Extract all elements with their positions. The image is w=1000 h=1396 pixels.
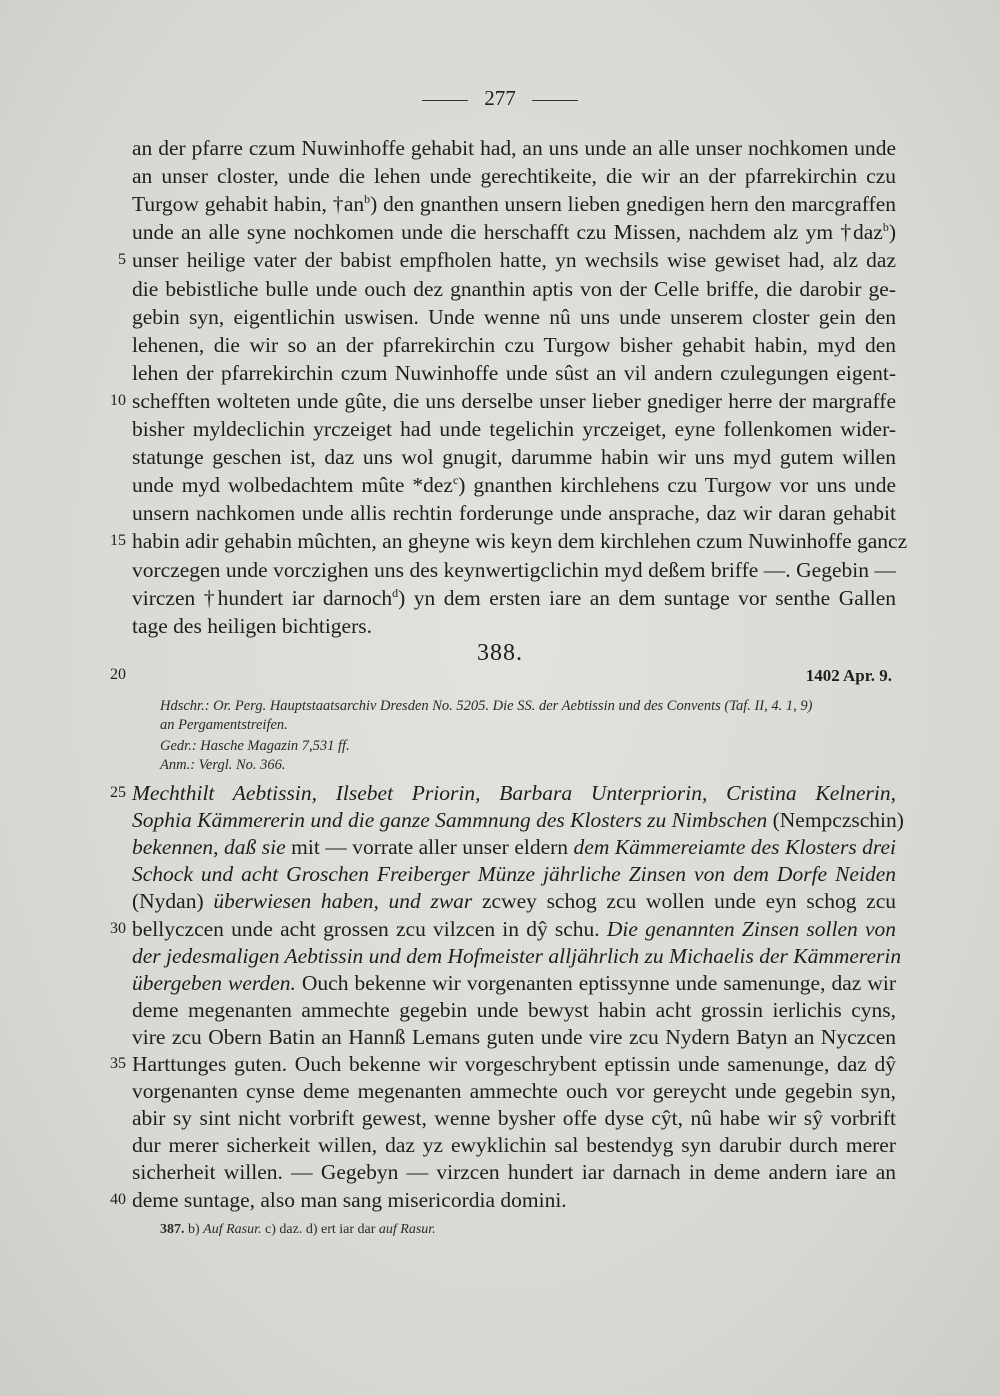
text-line — [132, 470, 896, 500]
text-run: Sophia Kämmererin und die ganze Sammnung des Klosters zu Nimbschen — [132, 808, 768, 833]
text-run: ) — [888, 220, 896, 245]
text-line — [132, 1103, 896, 1133]
text-line — [132, 1157, 896, 1187]
text-run: Ouch bekenne wir vorgenanten eptissynne unde samenunge, daz wir — [295, 970, 896, 995]
text-run: abir sy sint nicht vorbrift gewest, wenne bysher offe dyse cŷt, nû habe wir sŷ vorbrift — [132, 1106, 896, 1131]
text-run: virczen †hundert iar darnoch — [132, 585, 393, 610]
footnote-marker: c — [452, 473, 459, 488]
printed-source: Gedr.: Hasche Magazin 7,531 ff. — [160, 738, 350, 754]
text-run: deme suntage, also man sang misericordia domini. — [132, 1187, 567, 1212]
text-line — [132, 859, 896, 889]
text-line — [132, 161, 896, 191]
text-line — [132, 189, 896, 219]
text-run: auf Rasur. — [378, 1222, 436, 1237]
text-run: an unser closter, unde die lehen unde gerechtikeite, die wir an der pfarrekirchin czu — [132, 164, 896, 189]
header-rule-right — [532, 100, 578, 101]
text-line — [132, 555, 896, 585]
footnote-marker: d — [392, 585, 399, 600]
text-line — [132, 914, 896, 944]
text-run: lehen der pfarrekirchin czum Nuwinhoffe unde sûst an vil andern czulegungen eigent- — [132, 360, 896, 385]
text-line — [132, 805, 904, 835]
text-run: b) — [184, 1222, 204, 1237]
text-line — [132, 133, 896, 163]
text-line — [132, 995, 896, 1025]
footnote — [160, 1222, 436, 1238]
line-number: 15 — [110, 532, 126, 550]
text-run: dur merer sicherkeit willen, daz yz ewyklichin sal bestendyg syn darubir durch merer — [132, 1133, 896, 1158]
text-line — [132, 245, 896, 275]
text-run: tage des heiligen bichtigers. — [132, 613, 373, 638]
text-run: bellyczcen unde acht grossen zcu vilzcen in dŷ schu. — [132, 916, 607, 941]
text-line — [132, 526, 908, 556]
footnote-text — [185, 1222, 436, 1237]
text-run: Die genannten Zinsen sollen von — [606, 916, 896, 941]
text-run: ) yn dem ersten iare an dem suntage vor senthe Gallen — [398, 585, 897, 610]
text-line — [132, 583, 896, 613]
text-run: Mechthilt Aebtissin, Ilsebet Priorin, Barbara Unterpriorin, Cristina Kelnerin, — [132, 781, 896, 805]
text-line — [132, 1049, 896, 1079]
text-line — [132, 886, 896, 916]
text-run: (Nempczschin) — [767, 808, 904, 833]
text-run: übergeben werden. — [132, 970, 296, 995]
text-run: ) den gnanthen unsern lieben gnedigen hern den marcgraffen — [370, 192, 896, 217]
text-run: lehenen, die wir so an der pfarrekirchin czu Turgow bisher gehabit habin, myd den — [132, 332, 896, 357]
line-number: 10 — [110, 391, 126, 409]
text-run: habin adir gehabin mûchten, an gheyne wis keyn dem kirchlehen czum Nuwinhoffe gancz — [132, 529, 908, 554]
text-run: bekennen, daß sie — [132, 835, 286, 860]
text-run: der jedesmaligen Aebtissin und dem Hofmeister alljährlich zu Michaelis der Kämmererin — [132, 943, 902, 968]
text-line — [132, 1022, 896, 1052]
manuscript-source: Hdschr.: Or. Perg. Hauptstaatsarchiv Dresden No. 5205. Die SS. der Aebtissin und des Convents (Taf. II, 4. 1, 9) — [160, 698, 813, 714]
line-number: 35 — [110, 1055, 126, 1072]
text-run: unde myd wolbedachtem mûte *dez — [132, 473, 453, 498]
text-run: (Nydan) — [132, 889, 214, 914]
text-line — [132, 832, 896, 862]
page-header — [0, 86, 1000, 111]
text-run: sicherheit willen. — Gegebyn — virzcen hundert iar darnach in deme andern iare an — [132, 1160, 896, 1185]
text-line — [132, 1185, 896, 1215]
text-line — [132, 778, 896, 808]
document-number: 388. — [477, 640, 523, 666]
text-run: unser heilige vater der babist empfholen hatte, yn wechsils wise gewiset had, alz daz — [132, 248, 896, 273]
text-run: unde an alle syne nochkomen unde die herschafft czu Missen, nachdem alz ym †daz — [132, 220, 883, 245]
text-line — [132, 330, 896, 360]
text-run: zcwey schog zcu wollen unde eyn schog zcu — [472, 889, 897, 914]
text-run: überwiesen haben, und zwar — [213, 889, 473, 914]
text-line — [132, 386, 896, 416]
text-line — [132, 941, 902, 971]
text-run: mit — vorrate aller unser eldern — [285, 835, 574, 860]
line-number: 25 — [110, 784, 126, 801]
text-line — [132, 274, 896, 304]
text-run: vorgenanten cynse deme megenanten ammechte ouch vor gereycht unde gegebin syn, — [132, 1079, 896, 1104]
text-line — [132, 442, 896, 472]
text-run: Auf Rasur. — [203, 1222, 262, 1237]
text-run: c) daz. d) ert iar dar — [261, 1222, 379, 1237]
text-run: statunge geschen ist, daz uns wol gnugit, darumme habin wir uns myd gutem willen — [132, 445, 896, 470]
text-run: an der pfarre czum Nuwinhoffe gehabit had, an uns unde an alle unser nochkomen unde — [132, 136, 896, 160]
text-run: unsern nachkomen unde allis rechtin forderunge unde ansprache, daz wir daran gehabit — [132, 501, 896, 526]
text-line — [132, 1076, 896, 1106]
manuscript-source-cont: an Pergamentstreifen. — [160, 717, 288, 733]
document-date: 1402 Apr. 9. — [805, 666, 892, 685]
text-line — [132, 1130, 896, 1160]
text-run: Harttunges guten. Ouch bekenne wir vorgeschrybent eptissin unde samenunge, daz dŷ — [132, 1052, 896, 1076]
page-number: 277 — [484, 86, 516, 110]
text-run: vorczegen unde vorczighen uns des keynwertigclichin myd deßem briffe —. Gegebin — — [132, 557, 896, 582]
line-number-marker: 20 — [110, 666, 126, 683]
text-run: bisher myldeclichin yrczeiget had unde tegelichin yrczeiget, eyne follenkomen wider- — [132, 417, 896, 441]
line-number: 5 — [118, 251, 126, 269]
text-line — [132, 302, 896, 332]
text-line — [132, 968, 896, 998]
text-line — [132, 498, 896, 528]
text-line — [132, 414, 896, 444]
header-rule-left — [422, 100, 468, 101]
annotation-note: Anm.: Vergl. No. 366. — [160, 757, 286, 773]
text-run: deme megenanten ammechte gegebin unde bewyst habin acht grossin ierlichis cyns, — [132, 997, 896, 1022]
text-run: Turgow gehabit habin, †an — [132, 192, 365, 217]
text-run: dem Kämmereiamte des Klosters drei — [573, 835, 897, 860]
footnote-marker: b — [882, 220, 889, 235]
text-run: ) gnanthen kirchlehens czu Turgow vor uns unde — [458, 473, 896, 498]
footnote-ref: 387. — [160, 1222, 185, 1237]
text-line — [132, 358, 896, 388]
text-run: gebin syn, eigentlichin uswisen. Unde wenne nû uns unde unserem closter gein den — [132, 304, 896, 329]
line-number: 40 — [110, 1190, 126, 1208]
text-run: schefften wolteten unde gûte, die uns derselbe unser lieber gnediger herre der margraffe — [132, 388, 896, 413]
line-number: 30 — [110, 919, 126, 937]
text-line — [132, 611, 896, 641]
text-run: Schock und acht Groschen Freiberger Münze jährliche Zinsen von dem Dorfe Neiden — [132, 862, 896, 887]
text-run: vire zcu Obern Batin an Hannß Lemans guten unde vire zcu Nydern Batyn an Nyczcen — [132, 1024, 896, 1049]
text-run: die bebistliche bulle unde ouch dez gnanthin aptis von der Celle briffe, die darobir ge- — [132, 276, 896, 301]
footnote-marker: b — [364, 192, 371, 207]
text-line — [132, 217, 896, 247]
